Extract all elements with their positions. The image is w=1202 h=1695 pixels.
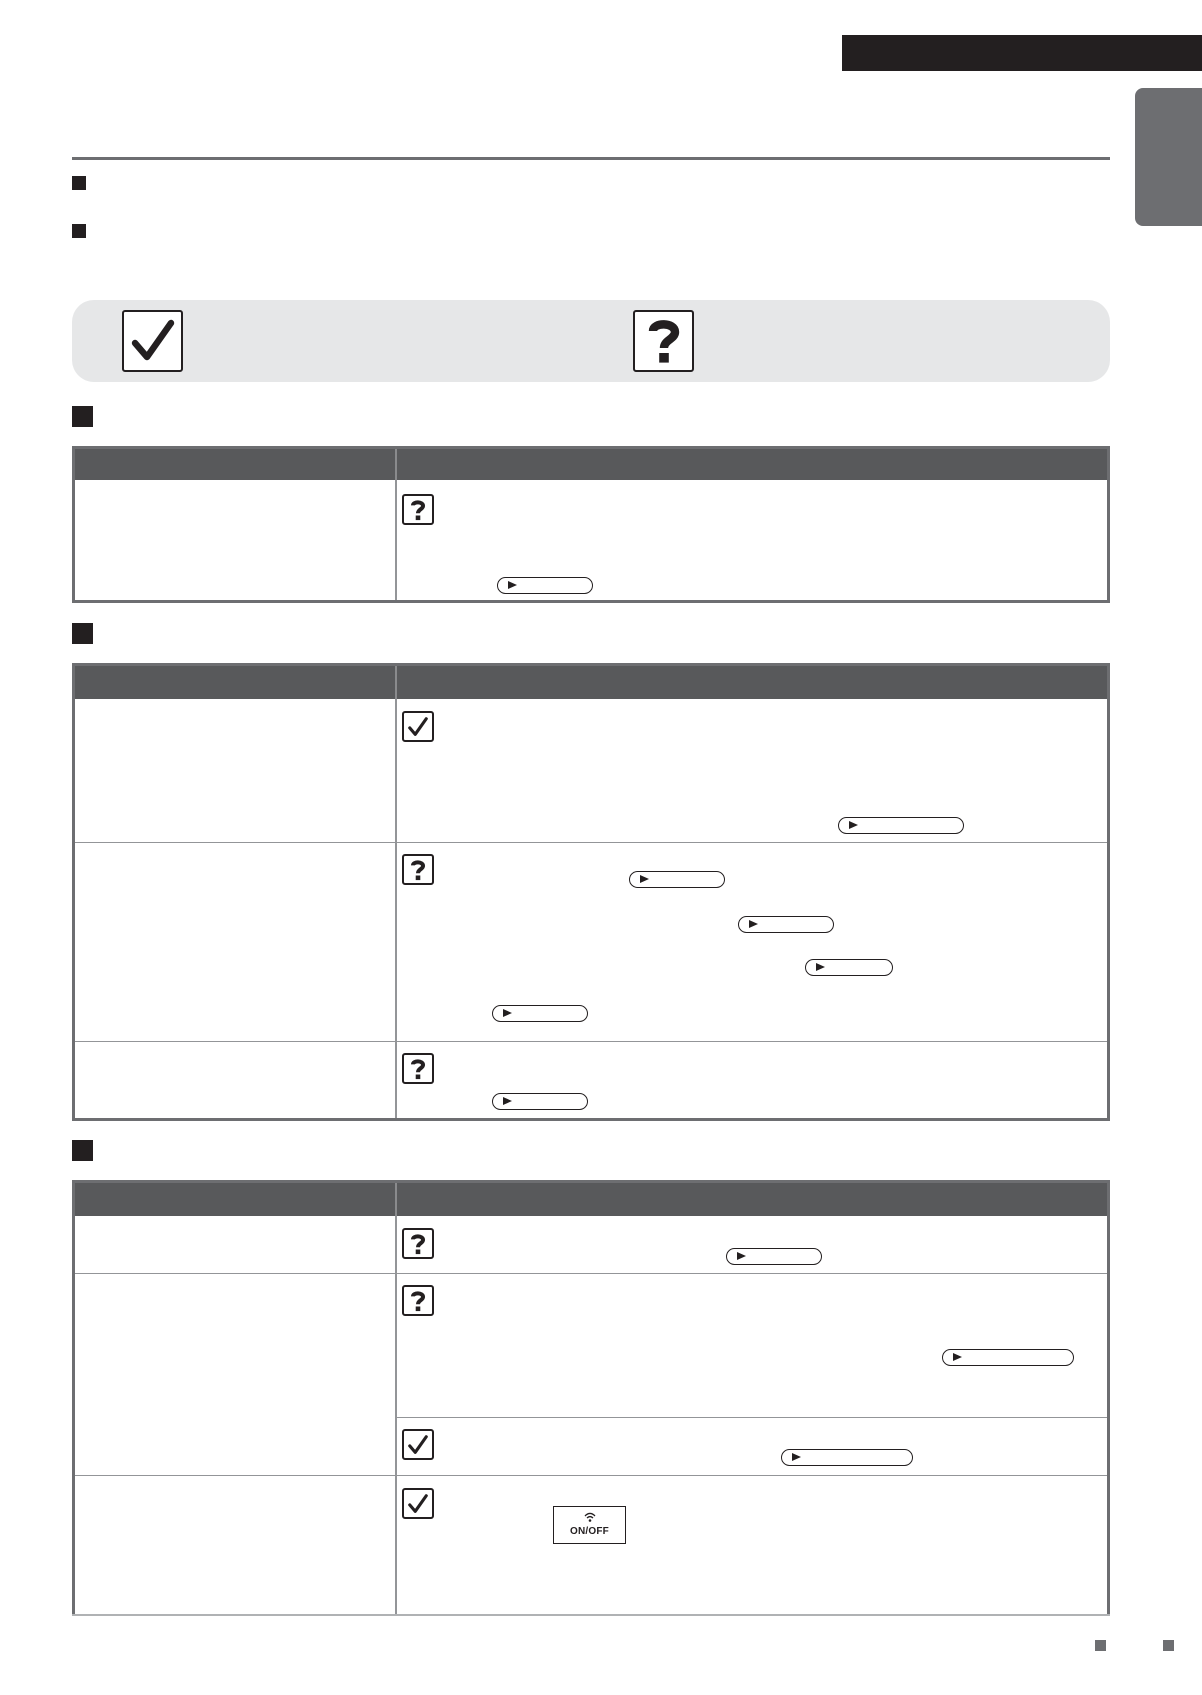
check-icon	[122, 310, 183, 372]
on-off-label: ON/OFF	[570, 1526, 609, 1537]
page-reference-link[interactable]	[738, 916, 834, 933]
question-icon	[402, 1053, 434, 1084]
page-reference-link[interactable]	[805, 959, 893, 976]
page-reference-link[interactable]	[838, 817, 964, 834]
question-icon	[402, 494, 434, 525]
page-reference-link[interactable]	[492, 1005, 588, 1022]
question-icon	[402, 1228, 434, 1259]
section-marker-1	[72, 406, 93, 427]
title-rule	[72, 157, 1110, 160]
question-icon	[402, 1285, 434, 1316]
table-header	[75, 1183, 1107, 1216]
intro-bullet-1	[72, 176, 86, 190]
troubleshoot-table-1	[72, 446, 1110, 603]
question-icon	[402, 854, 434, 885]
section-marker-2	[72, 623, 93, 644]
icon-legend	[72, 300, 1110, 382]
on-off-button[interactable]	[553, 1506, 626, 1544]
page-marker-left	[1095, 1640, 1106, 1651]
page-reference-link[interactable]	[497, 577, 593, 594]
check-icon	[402, 1429, 434, 1460]
page-reference-link[interactable]	[726, 1248, 822, 1265]
chapter-tab[interactable]	[1135, 88, 1202, 226]
header-bar	[842, 35, 1202, 71]
section-marker-3	[72, 1140, 93, 1161]
question-icon	[633, 310, 694, 372]
page-reference-link[interactable]	[492, 1093, 588, 1110]
table-header	[75, 449, 1107, 480]
page-marker-right	[1163, 1640, 1174, 1651]
page-reference-link[interactable]	[781, 1449, 913, 1466]
page-reference-link[interactable]	[942, 1349, 1074, 1366]
wifi-signal-icon	[554, 1511, 625, 1523]
check-icon	[402, 711, 434, 742]
troubleshoot-table-2	[72, 663, 1110, 1121]
check-icon	[402, 1488, 434, 1519]
page-reference-link[interactable]	[629, 871, 725, 888]
troubleshoot-table-3	[72, 1180, 1110, 1615]
table-header	[75, 666, 1107, 699]
intro-bullet-2	[72, 224, 86, 238]
